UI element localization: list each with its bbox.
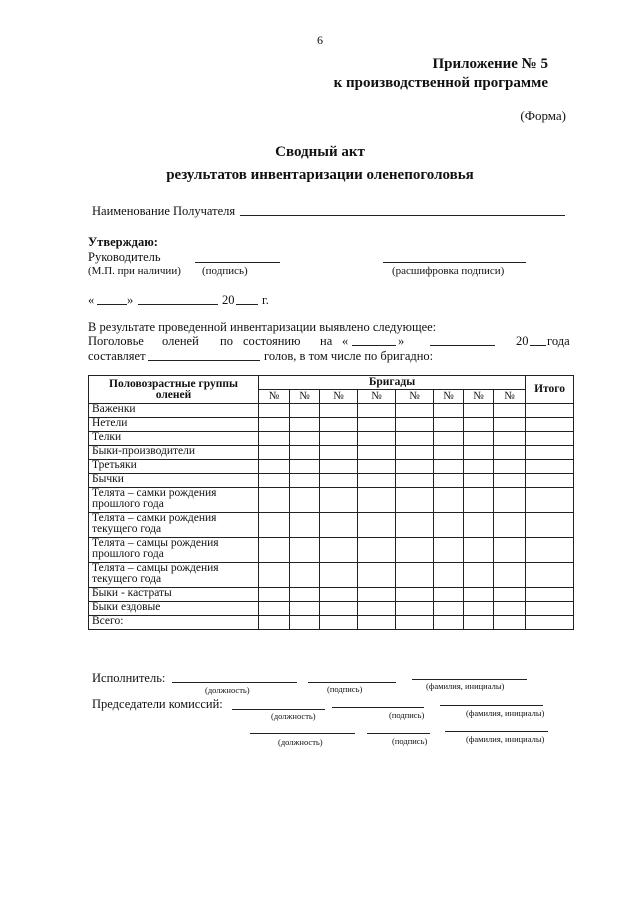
total-cell[interactable] — [526, 513, 574, 538]
brigade-cell[interactable] — [494, 588, 526, 602]
brigade-cell[interactable] — [434, 616, 464, 630]
brigade-cell[interactable] — [259, 513, 290, 538]
brigade-number-header: № — [396, 390, 434, 404]
total-cell[interactable] — [526, 602, 574, 616]
brigade-cell[interactable] — [320, 404, 358, 418]
table-row — [89, 538, 574, 563]
brigade-cell[interactable] — [290, 563, 320, 588]
brigade-cell[interactable] — [320, 460, 358, 474]
head-label: Руководитель — [88, 250, 161, 264]
brigades-header: Бригады — [259, 376, 526, 390]
executor-name-line[interactable] — [412, 679, 527, 680]
brigade-cell[interactable] — [434, 538, 464, 563]
brigade-cell[interactable] — [259, 460, 290, 474]
brigade-cell[interactable] — [396, 602, 434, 616]
total-cell[interactable] — [526, 538, 574, 563]
row-label: Телята – самцы рождения прошлого года — [89, 538, 259, 563]
intro-open-quote: « — [342, 334, 349, 348]
row-label: Всего: — [89, 616, 259, 630]
inventory-table — [88, 375, 574, 630]
date-year-line[interactable] — [236, 304, 258, 305]
brigade-cell[interactable] — [259, 602, 290, 616]
total-header: Итого — [526, 376, 574, 404]
position-caption: (должность) — [271, 711, 316, 721]
date-close-quote: » — [127, 293, 134, 307]
brigade-cell[interactable] — [396, 563, 434, 588]
row-label: Быки-производители — [89, 446, 259, 460]
form-label: (Форма) — [520, 108, 566, 123]
page-number: 6 — [317, 33, 323, 47]
brigade-cell[interactable] — [290, 404, 320, 418]
date-year-prefix: 20 — [222, 293, 235, 307]
brigade-cell[interactable] — [358, 446, 396, 460]
brigade-number-header: № — [464, 390, 494, 404]
brigade-cell[interactable] — [494, 474, 526, 488]
brigade-cell[interactable] — [290, 513, 320, 538]
brigade-cell[interactable] — [358, 418, 396, 432]
brigade-cell[interactable] — [494, 616, 526, 630]
brigade-cell[interactable] — [434, 474, 464, 488]
brigade-cell[interactable] — [259, 418, 290, 432]
brigade-cell[interactable] — [494, 404, 526, 418]
intro-line: составляет — [88, 349, 146, 363]
total-cell[interactable] — [526, 460, 574, 474]
brigade-cell[interactable] — [464, 432, 494, 446]
intro-year-suffix: года — [547, 334, 570, 348]
brigade-cell[interactable] — [396, 513, 434, 538]
stamp-note: (М.П. при наличии) — [88, 265, 181, 277]
recipient-name-line[interactable] — [240, 215, 565, 216]
commission-position-line[interactable] — [250, 733, 355, 734]
brigade-cell[interactable] — [434, 446, 464, 460]
brigade-cell[interactable] — [464, 602, 494, 616]
brigade-cell[interactable] — [434, 418, 464, 432]
appendix-subtitle: к производственной программе — [333, 75, 548, 91]
commission-label: Председатели комиссий: — [92, 697, 223, 711]
brigade-cell[interactable] — [320, 418, 358, 432]
intro-word: по — [220, 334, 233, 348]
brigade-cell[interactable] — [464, 446, 494, 460]
table-row — [89, 616, 574, 630]
brigade-number-header: № — [434, 390, 464, 404]
brigade-cell[interactable] — [290, 616, 320, 630]
brigade-cell[interactable] — [396, 474, 434, 488]
head-signature-line[interactable] — [195, 262, 280, 263]
table-row — [89, 474, 574, 488]
brigade-cell[interactable] — [259, 563, 290, 588]
brigade-cell[interactable] — [259, 538, 290, 563]
row-label: Быки - кастраты — [89, 588, 259, 602]
decoding-caption: (расшифровка подписи) — [392, 265, 505, 277]
signature-caption: (подпись) — [202, 265, 248, 277]
total-cell[interactable] — [526, 418, 574, 432]
table-row — [89, 432, 574, 446]
brigade-cell[interactable] — [494, 602, 526, 616]
table-row — [89, 602, 574, 616]
total-cell[interactable] — [526, 474, 574, 488]
brigade-cell[interactable] — [358, 602, 396, 616]
row-label: Телята – самцы рождения текущего года — [89, 563, 259, 588]
brigade-cell[interactable] — [320, 474, 358, 488]
brigade-cell[interactable] — [434, 460, 464, 474]
brigade-cell[interactable] — [358, 588, 396, 602]
brigade-cell[interactable] — [494, 538, 526, 563]
brigade-cell[interactable] — [259, 616, 290, 630]
brigade-cell[interactable] — [259, 446, 290, 460]
brigade-cell[interactable] — [434, 404, 464, 418]
row-label: Быки ездовые — [89, 602, 259, 616]
brigade-cell[interactable] — [464, 538, 494, 563]
brigade-cell[interactable] — [259, 488, 290, 513]
brigade-number-header: № — [358, 390, 396, 404]
total-cell[interactable] — [526, 404, 574, 418]
brigade-cell[interactable] — [494, 432, 526, 446]
name-caption: (фамилия, инициалы) — [466, 708, 545, 718]
brigade-cell[interactable] — [290, 588, 320, 602]
executor-label: Исполнитель: — [92, 671, 166, 685]
intro-word: оленей — [162, 334, 199, 348]
executor-signature-line[interactable] — [308, 682, 396, 683]
brigade-cell[interactable] — [358, 563, 396, 588]
intro-line: голов, в том числе по бригадно: — [264, 349, 434, 363]
row-label: Телята – самки рождения текущего года — [89, 513, 259, 538]
total-cell[interactable] — [526, 563, 574, 588]
brigade-cell[interactable] — [464, 418, 494, 432]
brigade-cell[interactable] — [464, 488, 494, 513]
brigade-cell[interactable] — [290, 418, 320, 432]
row-label: Телята – самки рождения прошлого года — [89, 488, 259, 513]
table-row — [89, 460, 574, 474]
position-caption: (должность) — [278, 737, 323, 747]
brigade-cell[interactable] — [290, 460, 320, 474]
brigade-cell[interactable] — [396, 404, 434, 418]
brigade-cell[interactable] — [320, 563, 358, 588]
brigade-cell[interactable] — [396, 616, 434, 630]
brigade-cell[interactable] — [358, 513, 396, 538]
brigade-cell[interactable] — [494, 418, 526, 432]
intro-line: В результате проведенной инвентаризации выявлено следующее: — [88, 320, 437, 334]
brigade-number-header: № — [320, 390, 358, 404]
intro-close-quote: » — [398, 334, 405, 348]
brigade-cell[interactable] — [434, 432, 464, 446]
brigade-cell[interactable] — [320, 616, 358, 630]
brigade-cell[interactable] — [434, 488, 464, 513]
brigade-cell[interactable] — [320, 538, 358, 563]
signature-caption: (подпись) — [327, 684, 363, 694]
brigade-cell[interactable] — [320, 432, 358, 446]
name-caption: (фамилия, инициалы) — [426, 681, 505, 691]
brigade-cell[interactable] — [290, 446, 320, 460]
total-cell[interactable] — [526, 432, 574, 446]
brigade-cell[interactable] — [259, 404, 290, 418]
brigade-cell[interactable] — [358, 460, 396, 474]
brigade-cell[interactable] — [290, 602, 320, 616]
date-day-line[interactable] — [97, 304, 127, 305]
brigade-cell[interactable] — [494, 513, 526, 538]
brigade-cell[interactable] — [396, 538, 434, 563]
row-label: Телки — [89, 432, 259, 446]
row-label: Третьяки — [89, 460, 259, 474]
brigade-cell[interactable] — [464, 404, 494, 418]
date-open-quote: « — [88, 293, 95, 307]
brigade-cell[interactable] — [494, 446, 526, 460]
table-row — [89, 588, 574, 602]
recipient-label: Наименование Получателя — [92, 204, 236, 218]
table-row — [89, 446, 574, 460]
brigade-cell[interactable] — [494, 563, 526, 588]
brigade-cell[interactable] — [464, 563, 494, 588]
brigade-cell[interactable] — [434, 513, 464, 538]
intro-year-line[interactable] — [530, 345, 546, 346]
position-caption: (должность) — [205, 685, 250, 695]
brigade-cell[interactable] — [434, 602, 464, 616]
executor-position-line[interactable] — [172, 682, 297, 683]
brigade-cell[interactable] — [396, 488, 434, 513]
total-cell[interactable] — [526, 488, 574, 513]
brigade-cell[interactable] — [290, 538, 320, 563]
date-month-line[interactable] — [138, 304, 218, 305]
brigade-cell[interactable] — [259, 432, 290, 446]
brigade-cell[interactable] — [320, 602, 358, 616]
brigade-cell[interactable] — [494, 488, 526, 513]
document-subtitle: результатов инвентаризации оленепоголовья — [166, 167, 474, 183]
intro-word: Поголовье — [88, 334, 144, 348]
brigade-cell[interactable] — [290, 474, 320, 488]
intro-word: состоянию — [243, 334, 301, 348]
brigade-cell[interactable] — [320, 588, 358, 602]
approval-heading: Утверждаю: — [88, 235, 158, 249]
brigade-number-header: № — [290, 390, 320, 404]
brigade-cell[interactable] — [464, 588, 494, 602]
intro-day-line[interactable] — [352, 345, 396, 346]
intro-month-line[interactable] — [430, 345, 495, 346]
brigade-number-header: № — [259, 390, 290, 404]
brigade-cell[interactable] — [434, 588, 464, 602]
brigade-cell[interactable] — [434, 563, 464, 588]
total-cell[interactable] — [526, 446, 574, 460]
signature-caption: (подпись) — [389, 710, 425, 720]
total-cell[interactable] — [526, 616, 574, 630]
brigade-cell[interactable] — [358, 432, 396, 446]
brigade-cell[interactable] — [396, 418, 434, 432]
name-caption: (фамилия, инициалы) — [466, 734, 545, 744]
table-row — [89, 488, 574, 513]
table-row — [89, 513, 574, 538]
appendix-title: Приложение № 5 — [432, 56, 548, 72]
group-header: Половозрастные группы оленей — [89, 376, 259, 404]
commission-name-line[interactable] — [440, 705, 543, 706]
brigade-cell[interactable] — [259, 588, 290, 602]
total-cell[interactable] — [526, 588, 574, 602]
date-year-suffix: г. — [262, 293, 269, 307]
row-label: Важенки — [89, 404, 259, 418]
brigade-cell[interactable] — [358, 616, 396, 630]
brigade-cell[interactable] — [320, 488, 358, 513]
brigade-cell[interactable] — [259, 474, 290, 488]
row-label: Нетели — [89, 418, 259, 432]
signature-caption: (подпись) — [392, 736, 428, 746]
brigade-cell[interactable] — [396, 588, 434, 602]
document-title: Сводный акт — [275, 144, 365, 160]
table-row — [89, 418, 574, 432]
row-label: Бычки — [89, 474, 259, 488]
brigade-cell[interactable] — [494, 460, 526, 474]
brigade-cell[interactable] — [320, 446, 358, 460]
intro-word: на — [320, 334, 333, 348]
brigade-cell[interactable] — [358, 488, 396, 513]
brigade-cell[interactable] — [396, 446, 434, 460]
brigade-cell[interactable] — [290, 432, 320, 446]
brigade-cell[interactable] — [396, 432, 434, 446]
herd-count-line[interactable] — [148, 360, 260, 361]
commission-signature-line[interactable] — [332, 707, 424, 708]
intro-year-prefix: 20 — [516, 334, 529, 348]
brigade-cell[interactable] — [358, 474, 396, 488]
commission-position-line[interactable] — [232, 709, 325, 710]
brigade-cell[interactable] — [358, 538, 396, 563]
brigade-cell[interactable] — [464, 474, 494, 488]
head-decoding-line[interactable] — [383, 262, 526, 263]
brigade-cell[interactable] — [320, 513, 358, 538]
table-row — [89, 404, 574, 418]
brigade-cell[interactable] — [464, 616, 494, 630]
commission-signature-line[interactable] — [367, 733, 430, 734]
brigade-cell[interactable] — [396, 460, 434, 474]
brigade-cell[interactable] — [358, 404, 396, 418]
table-row — [89, 563, 574, 588]
commission-name-line[interactable] — [445, 731, 548, 732]
brigade-number-header: № — [494, 390, 526, 404]
brigade-cell[interactable] — [464, 513, 494, 538]
brigade-cell[interactable] — [290, 488, 320, 513]
brigade-cell[interactable] — [464, 460, 494, 474]
